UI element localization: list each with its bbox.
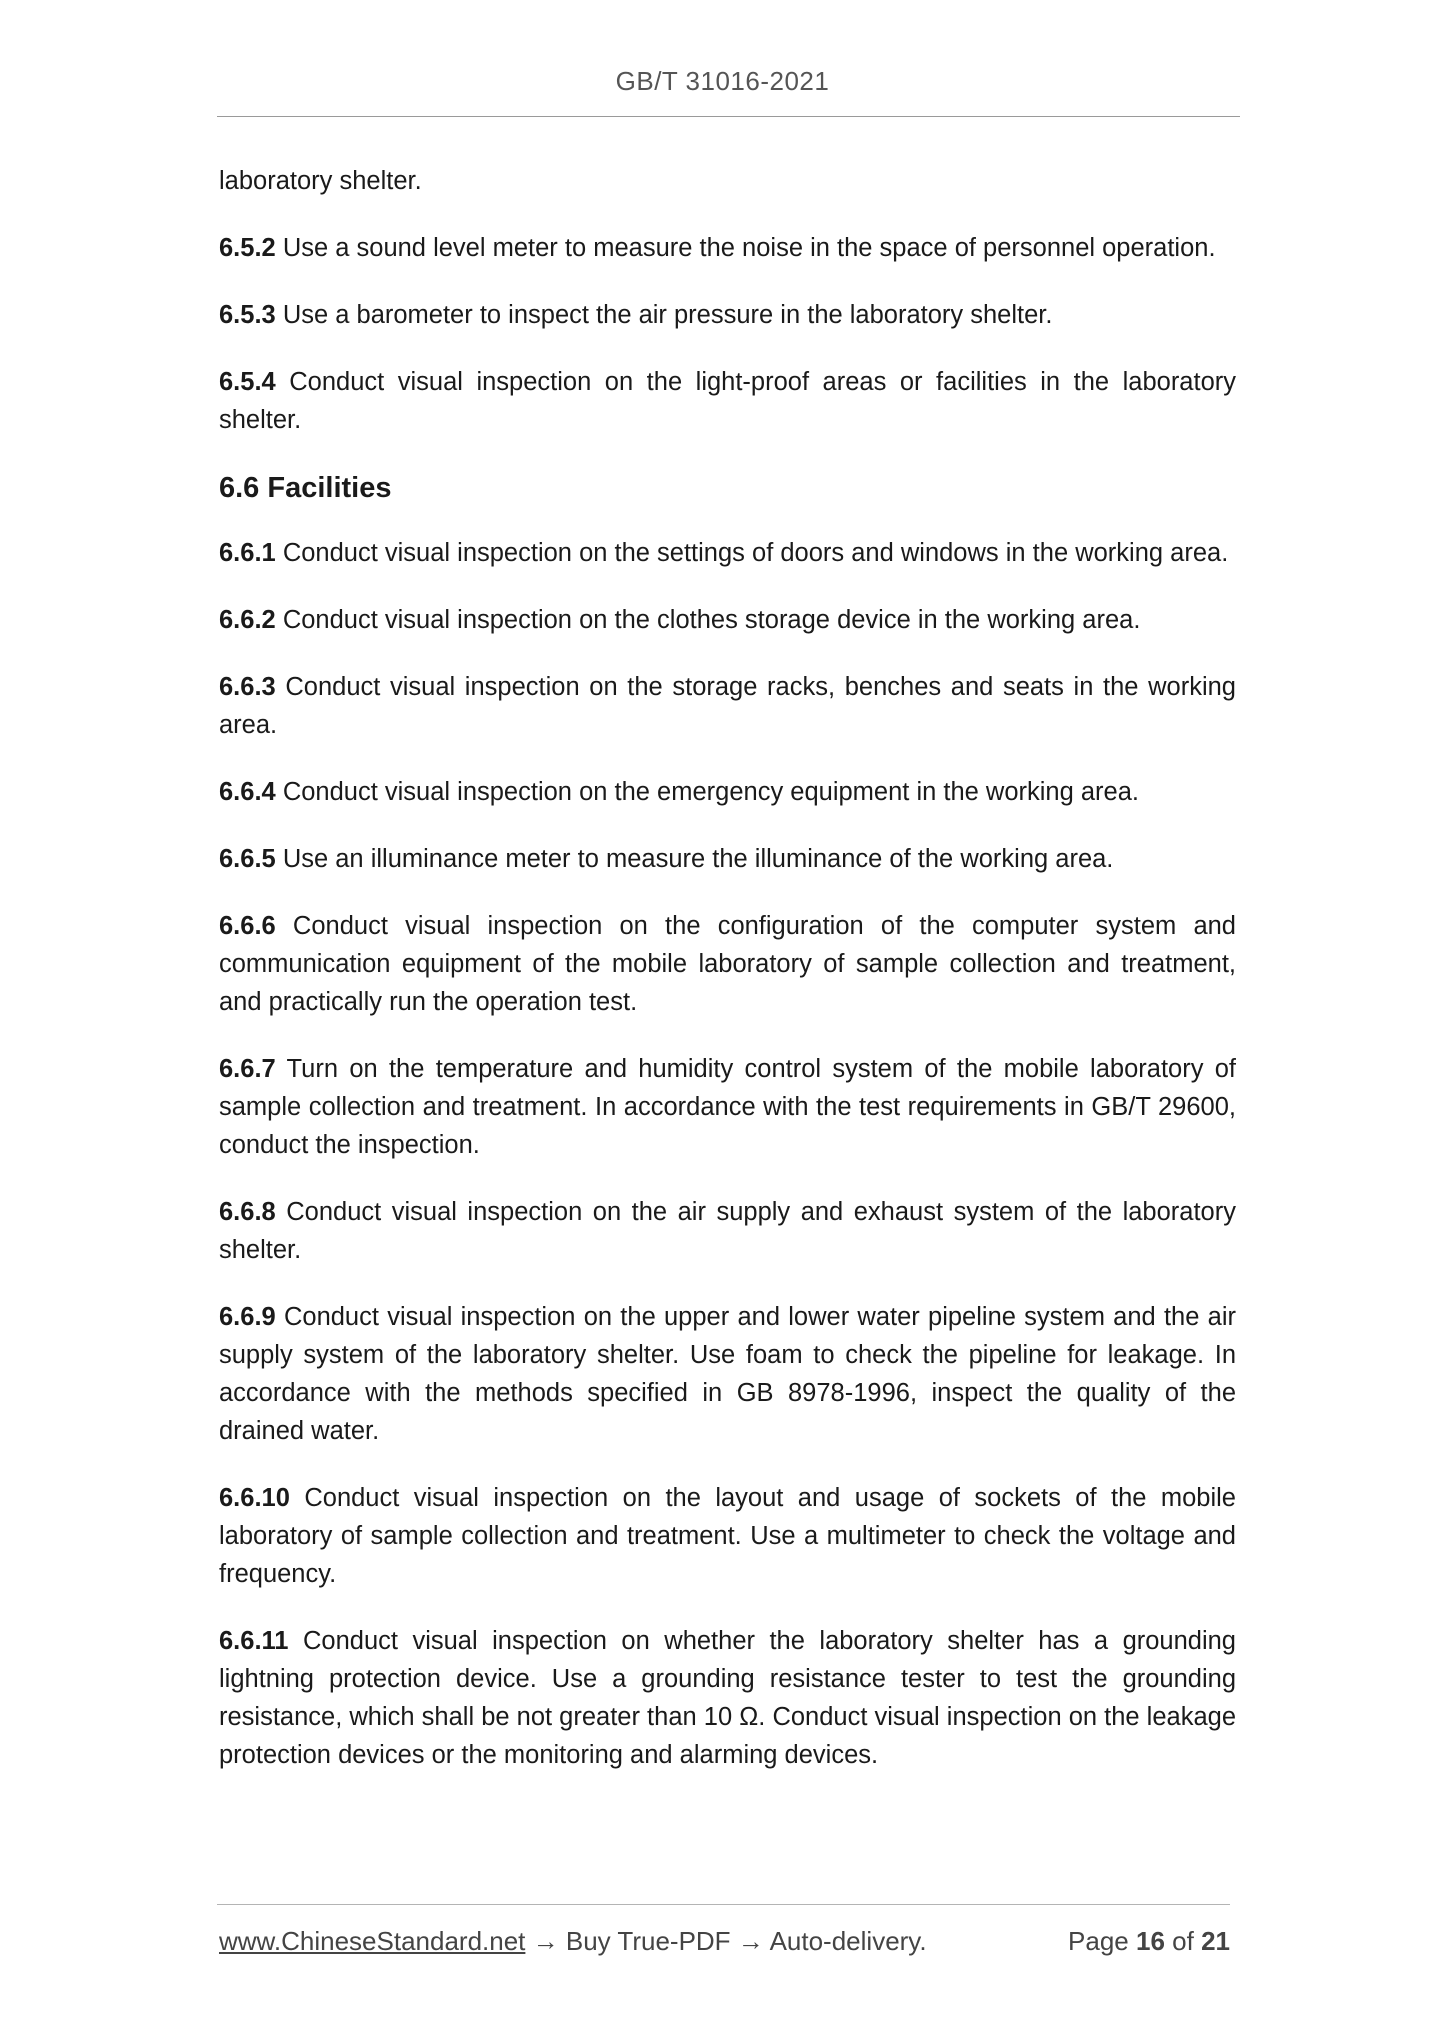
clause-number: 6.6.11 [219, 1627, 289, 1655]
clause-text: Use an illuminance meter to measure the illuminance of the working area. [282, 845, 1114, 873]
clause-text: Use a barometer to inspect the air pressure in the laboratory shelter. [282, 301, 1053, 329]
clause-6-5-2 [219, 229, 1236, 267]
page-indicator [1068, 1926, 1230, 1957]
clause-number: 6.6.10 [219, 1484, 290, 1512]
clause-6-5-4 [219, 363, 1236, 439]
paragraph-continuation [219, 162, 1236, 200]
clause-6-6-3 [219, 668, 1236, 744]
clause-number: 6.6.8 [219, 1198, 276, 1226]
clause-number: 6.5.3 [219, 301, 276, 329]
clause-6-6-7 [219, 1050, 1236, 1164]
page-footer [219, 1926, 1230, 1957]
clause-number: 6.6.9 [219, 1303, 276, 1331]
clause-text: Conduct visual inspection on the layout and usage of sockets of the mobile laboratory of sample collection and treatment. Use a multimeter to check the voltage and frequency. [219, 1484, 1236, 1588]
page-total: 21 [1201, 1926, 1230, 1956]
footer-promo [219, 1926, 927, 1956]
footer-tagline: → Buy True-PDF → Auto-delivery. [525, 1926, 927, 1956]
clause-text: Conduct visual inspection on the configuration of the computer system and communication equipment of the mobile laboratory of sample collection and treatment, and practically run the operation test. [219, 912, 1236, 1016]
clause-text: Conduct visual inspection on the storage racks, benches and seats in the working area. [219, 673, 1236, 739]
clause-text: Conduct visual inspection on the air supply and exhaust system of the laboratory shelter. [219, 1198, 1236, 1264]
clause-text: Conduct visual inspection on the light-proof areas or facilities in the laboratory shelter. [219, 368, 1236, 434]
clause-text: Conduct visual inspection on whether the laboratory shelter has a grounding lightning protection device. Use a grounding resistance tester to test the grounding resistance, which shall be not greater than 10 Ω. Conduct visual inspection on the leakage protection devices or the monitoring and alarming devices. [219, 1627, 1237, 1769]
clause-number: 6.6.4 [219, 778, 276, 806]
page-current: 16 [1136, 1926, 1165, 1956]
clause-6-6-9 [219, 1298, 1236, 1450]
clause-6-6-6 [219, 907, 1236, 1021]
footer-divider [217, 1904, 1230, 1905]
clause-number: 6.6.3 [219, 673, 276, 701]
clause-6-6-1 [219, 534, 1236, 572]
page-header-title: GB/T 31016-2021 [615, 66, 830, 96]
clause-text: Turn on the temperature and humidity control system of the mobile laboratory of sample collection and treatment. In accordance with the test requirements in GB/T 29600, conduct the inspection. [219, 1055, 1236, 1159]
clause-text: Conduct visual inspection on the settings of doors and windows in the working area. [282, 539, 1229, 567]
page-label: Page [1068, 1926, 1129, 1956]
paragraph-text: laboratory shelter. [219, 167, 422, 195]
section-heading-6-6: 6.6 Facilities [219, 472, 392, 504]
clause-text: Conduct visual inspection on the upper and lower water pipeline system and the air supply system of the laboratory shelter. Use foam to check the pipeline for leakage. In accordance with the methods specified in GB 8978-1996, inspect the quality of the drained water. [219, 1303, 1236, 1445]
header-divider [217, 116, 1240, 117]
clause-number: 6.6.6 [219, 912, 276, 940]
clause-number: 6.5.2 [219, 234, 276, 262]
clause-text: Use a sound level meter to measure the noise in the space of personnel operation. [282, 234, 1216, 262]
clause-number: 6.6.2 [219, 606, 276, 634]
clause-6-6-11 [219, 1622, 1236, 1774]
clause-6-6-8 [219, 1193, 1236, 1269]
clause-number: 6.5.4 [219, 368, 276, 396]
clause-number: 6.6.7 [219, 1055, 276, 1083]
clause-text: Conduct visual inspection on the emergency equipment in the working area. [282, 778, 1139, 806]
clause-number: 6.6.5 [219, 845, 276, 873]
clause-6-6-4 [219, 773, 1236, 811]
document-body [219, 162, 1236, 1803]
clause-6-6-5 [219, 840, 1236, 878]
page-of-label: of [1172, 1926, 1194, 1956]
clause-text: Conduct visual inspection on the clothes storage device in the working area. [282, 606, 1141, 634]
website-link[interactable]: www.ChineseStandard.net [219, 1926, 526, 1956]
clause-6-6-10 [219, 1479, 1236, 1593]
clause-number: 6.6.1 [219, 539, 276, 567]
clause-6-6-2 [219, 601, 1236, 639]
clause-6-5-3 [219, 296, 1236, 334]
